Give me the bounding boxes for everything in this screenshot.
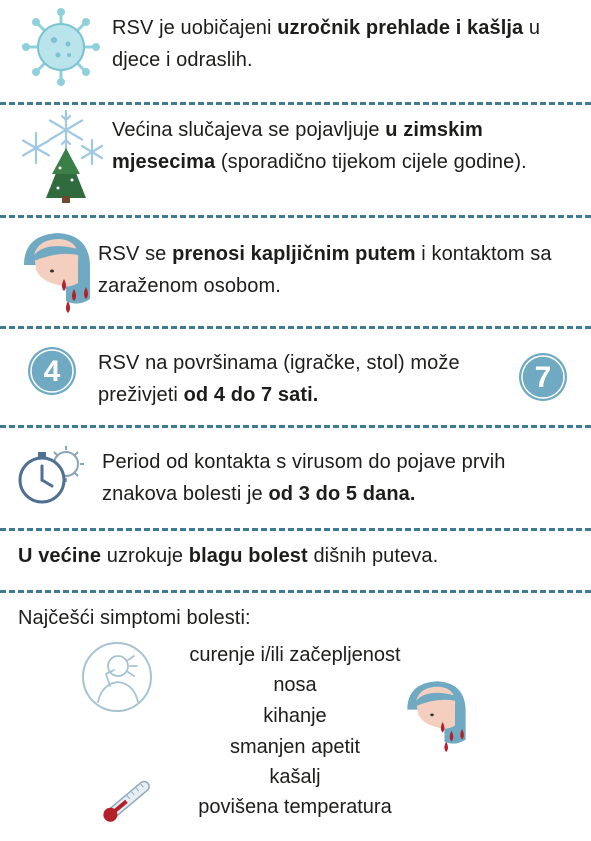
symptom-item: kihanje bbox=[263, 705, 327, 727]
text-span: RSV se bbox=[98, 243, 173, 265]
text-span: i kontaktom sa zaraženom osobom. bbox=[98, 243, 552, 297]
section-surface-text bbox=[98, 347, 518, 411]
sneezing-person-icon bbox=[80, 640, 154, 714]
section-winter-text bbox=[112, 114, 552, 178]
sneezing-girl-icon bbox=[18, 225, 104, 315]
bold-text: od 3 do 5 dana. bbox=[268, 483, 416, 505]
symptom-item: curenje i/ili začepljenost bbox=[189, 644, 401, 666]
badge-seven-icon bbox=[518, 352, 568, 402]
section-transmission-text bbox=[98, 238, 583, 302]
bold-text: blagu bolest bbox=[188, 545, 308, 567]
virus-icon bbox=[22, 8, 100, 86]
symptom-item: kašalj bbox=[269, 766, 321, 788]
divider bbox=[0, 102, 591, 105]
section-mild-text bbox=[18, 540, 578, 572]
divider bbox=[0, 528, 591, 531]
divider bbox=[0, 425, 591, 428]
thermometer-icon bbox=[96, 768, 160, 832]
symptom-item: smanjen apetit bbox=[229, 736, 361, 758]
text-span: u djece i odraslih. bbox=[112, 17, 541, 71]
bold-text: prenosi kapljičnim putem bbox=[172, 243, 416, 265]
bold-text: od 4 do 7 sati. bbox=[183, 384, 319, 406]
sneezing-girl-icon bbox=[402, 672, 478, 756]
symptom-item: nosa bbox=[273, 674, 317, 696]
text-span: RSV je uobičajeni bbox=[112, 17, 278, 39]
badge-four-icon bbox=[27, 346, 77, 396]
text-span: uzrokuje bbox=[101, 545, 189, 567]
text-span: (sporadično tijekom cijele godine). bbox=[215, 151, 527, 173]
section-virus-text bbox=[112, 12, 552, 76]
divider bbox=[0, 590, 591, 593]
svg-text:7: 7 bbox=[534, 361, 552, 394]
divider bbox=[0, 326, 591, 329]
clock-virus-icon bbox=[14, 440, 90, 508]
bold-text: u zimskim mjesecima bbox=[112, 119, 483, 173]
divider bbox=[0, 215, 591, 218]
text-span: RSV na površinama (igračke, stol) može preživjeti bbox=[98, 352, 460, 406]
bold-text: uzročnik prehlade i kašlja bbox=[277, 17, 524, 39]
section-incubation-text bbox=[102, 446, 572, 510]
snowflake-tree-icon bbox=[16, 108, 108, 204]
symptoms-title: Najčešći simptomi bolesti: bbox=[18, 607, 251, 629]
svg-text:4: 4 bbox=[43, 355, 61, 388]
symptom-item: povišena temperatura bbox=[198, 796, 392, 818]
text-span: Većina slučajeva se pojavljuje bbox=[112, 119, 386, 141]
bold-text: U većine bbox=[18, 545, 102, 567]
text-span: Period od kontakta s virusom do pojave prvih znakova bolesti je bbox=[102, 451, 506, 505]
text-span: dišnih puteva. bbox=[307, 545, 439, 567]
